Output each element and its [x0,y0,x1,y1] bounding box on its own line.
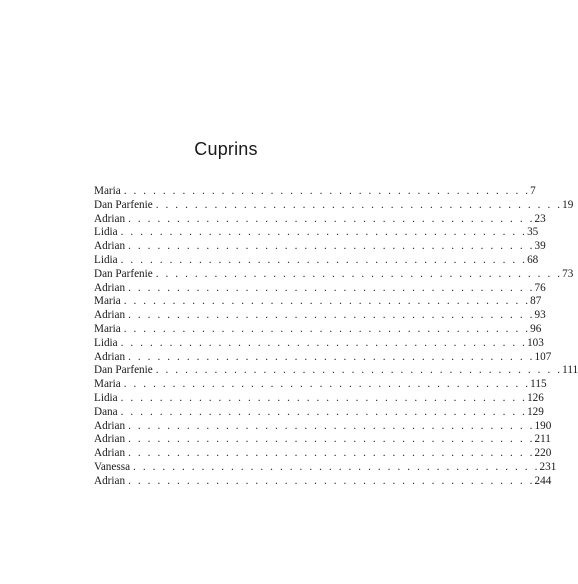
toc-leader-dots: . . . . . . . . . . . . . . . . . . . . . . . . . . . . . . . . . . . . . . . . . . [133,460,540,473]
toc-leader-dots: . . . . . . . . . . . . . . . . . . . . . . . . . . . . . . . . . . . . . . . . . . [128,281,535,294]
toc-entry-name: Adrian [94,212,126,225]
toc-entry [94,281,546,296]
toc-entry-name: Maria [94,185,121,197]
toc-entry-name: Dana [94,405,118,418]
toc-entry-page: 93 [534,309,546,322]
toc-entry-name: Lidia [94,226,118,239]
toc-entry-page: 68 [527,253,539,266]
toc-entry-name: Maria [94,295,121,308]
toc-leader-dots: . . . . . . . . . . . . . . . . . . . . . . . . . . . . . . . . . . . . . . . . . . [120,226,528,239]
toc-leader-dots: . . . . . . . . . . . . . . . . . . . . . . . . . . . . . . . . . . . . . . . . . . [120,336,528,349]
toc-entry-page: 220 [534,447,552,460]
toc-entry [94,350,552,365]
toc-entry [94,433,551,447]
toc-entry-page: 115 [530,378,547,391]
toc-entry-name: Lidia [94,253,118,266]
toc-leader-dots: . . . . . . . . . . . . . . . . . . . . . . . . . . . . . . . . . . . . . . . . . . [155,267,563,280]
toc-entry [94,460,557,475]
toc-entry-page: 129 [527,405,544,418]
toc-entry-page: 87 [530,295,542,308]
toc-leader-dots: . . . . . . . . . . . . . . . . . . . . . . . . . . . . . . . . . . . . . . . . . . [120,391,528,404]
toc-entry-page: 19 [562,198,574,211]
toc-entry-name: Adrian [94,447,126,460]
toc-entry [94,405,544,420]
toc-entry [94,447,552,461]
toc-leader-dots: . . . . . . . . . . . . . . . . . . . . . . . . . . . . . . . . . . . . . . . . . . [128,309,535,322]
toc-entry [94,253,539,268]
toc-leader-dots: . . . . . . . . . . . . . . . . . . . . . . . . . . . . . . . . . . . . . . . . . . [128,447,535,460]
toc-entry-page: 35 [527,226,539,239]
toc-entry [94,295,542,309]
toc-leader-dots: . . . . . . . . . . . . . . . . . . . . . . . . . . . . . . . . . . . . . . . . . . [123,322,531,335]
toc-entry-name: Adrian [94,474,126,487]
toc-leader-dots: . . . . . . . . . . . . . . . . . . . . . . . . . . . . . . . . . . . . . . . . . . [128,419,535,432]
toc-entry-page: 103 [527,336,544,349]
toc-entry-page: 211 [534,433,551,446]
toc-entry-page: 126 [527,391,544,404]
toc-entry-name: Dan Parfenie [94,267,153,280]
toc-leader-dots: . . . . . . . . . . . . . . . . . . . . . . . . . . . . . . . . . . . . . . . . . . [128,350,535,363]
toc-entry [94,240,546,254]
toc-entry-page: 111 [562,364,578,377]
toc-entry-name: Dan Parfenie [94,364,153,377]
toc-entry-name: Adrian [94,350,126,363]
toc-entry-name: Lidia [94,336,118,349]
toc-entry-page: 244 [534,474,552,487]
toc-entry [94,212,546,227]
toc-entry-name: Adrian [94,281,126,294]
toc-entry [94,267,574,282]
toc-entry-name: Dan Parfenie [94,198,153,211]
toc-leader-dots: . . . . . . . . . . . . . . . . . . . . . . . . . . . . . . . . . . . . . . . . . . [120,253,528,266]
toc-entry [94,185,536,199]
toc-entry-name: Adrian [94,419,126,432]
toc-entry [94,419,552,434]
toc-entry-page: 39 [534,240,546,253]
toc-entry [94,391,544,406]
toc-entry-name: Adrian [94,309,126,322]
toc-entry [94,378,547,392]
toc-leader-dots: . . . . . . . . . . . . . . . . . . . . . . . . . . . . . . . . . . . . . . . . . . [128,433,535,446]
toc-entry-page: 73 [562,267,574,280]
toc-entry [94,336,544,351]
toc-entry-page: 190 [534,419,552,432]
toc-entry-page: 7 [530,185,536,197]
toc-leader-dots: . . . . . . . . . . . . . . . . . . . . . . . . . . . . . . . . . . . . . . . . . . [128,240,535,253]
table-of-contents [94,185,578,489]
toc-entry [94,198,574,213]
toc-entry [94,309,546,323]
toc-entry-name: Adrian [94,433,126,446]
toc-leader-dots: . . . . . . . . . . . . . . . . . . . . . . . . . . . . . . . . . . . . . . . . . . [123,185,531,197]
toc-leader-dots: . . . . . . . . . . . . . . . . . . . . . . . . . . . . . . . . . . . . . . . . . . [128,212,535,225]
toc-leader-dots: . . . . . . . . . . . . . . . . . . . . . . . . . . . . . . . . . . . . . . . . . . [123,378,531,391]
toc-entry-page: 107 [534,350,552,363]
toc-leader-dots: . . . . . . . . . . . . . . . . . . . . . . . . . . . . . . . . . . . . . . . . . . [120,405,528,418]
toc-entry-page: 76 [534,281,546,294]
toc-entry-name: Maria [94,322,121,335]
toc-entry-page: 23 [534,212,546,225]
toc-entry [94,226,539,240]
toc-leader-dots: . . . . . . . . . . . . . . . . . . . . . . . . . . . . . . . . . . . . . . . . . . [123,295,531,308]
toc-entry [94,364,578,378]
toc-entry-page: 96 [530,322,542,335]
toc-leader-dots: . . . . . . . . . . . . . . . . . . . . . . . . . . . . . . . . . . . . . . . . . . [128,474,535,487]
toc-entry-name: Maria [94,378,121,391]
toc-entry [94,474,552,489]
toc-entry-page: 231 [539,460,557,473]
toc-leader-dots: . . . . . . . . . . . . . . . . . . . . . . . . . . . . . . . . . . . . . . . . . . [155,364,563,377]
toc-entry [94,322,542,337]
page-title: Cuprins [194,139,258,159]
toc-entry-name: Lidia [94,391,118,404]
toc-entry-name: Vanessa [94,460,131,473]
toc-leader-dots: . . . . . . . . . . . . . . . . . . . . . . . . . . . . . . . . . . . . . . . . . . [155,198,563,211]
toc-entry-name: Adrian [94,240,126,253]
